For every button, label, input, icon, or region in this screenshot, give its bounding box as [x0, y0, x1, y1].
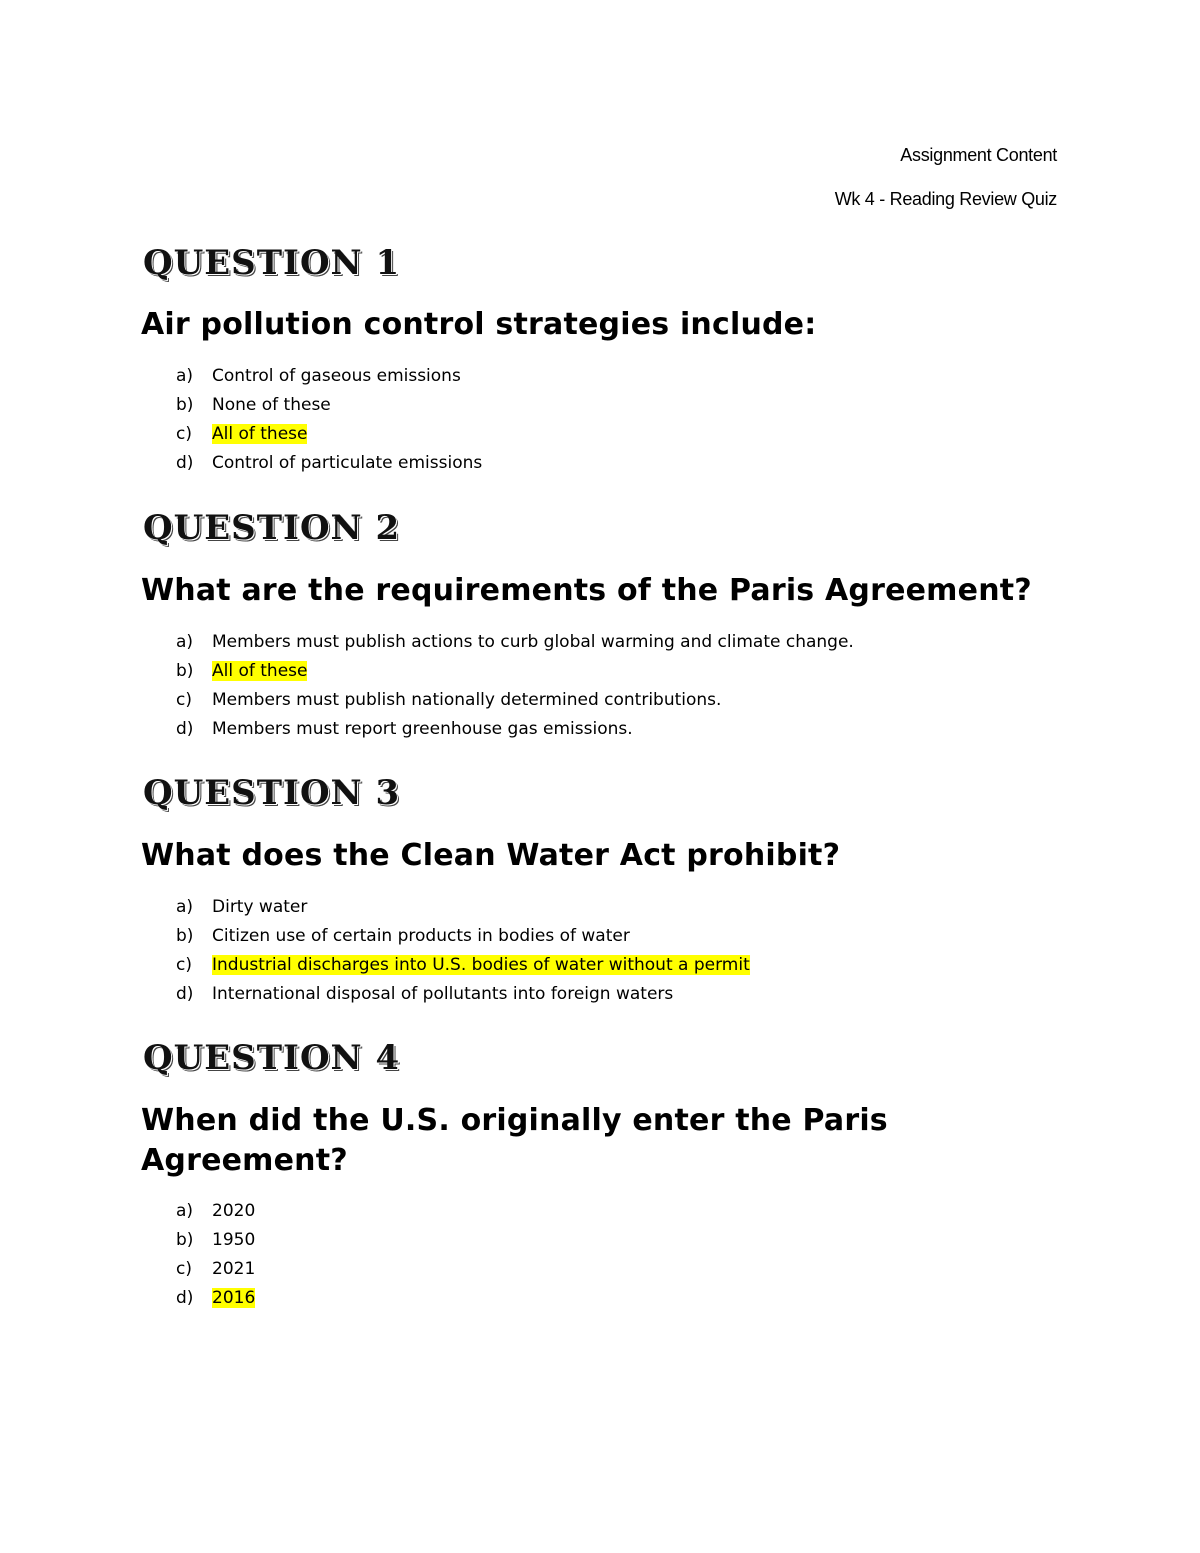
option-letter: a)	[176, 632, 194, 652]
option-text: None of these	[212, 395, 331, 415]
question-1-text: Air pollution control strategies include:	[141, 307, 817, 342]
option-letter: b)	[176, 926, 194, 946]
option-text: Citizen use of certain products in bodies of water	[212, 926, 630, 946]
question-1-options	[176, 362, 482, 478]
question-4-heading: QUESTION 4	[143, 1038, 401, 1078]
option-letter: b)	[176, 661, 194, 681]
option-letter: c)	[176, 955, 192, 975]
option-letter: c)	[176, 1259, 192, 1279]
question-3-text: What does the Clean Water Act prohibit?	[141, 838, 841, 873]
question-1-heading: QUESTION 1	[143, 243, 401, 283]
option-letter: d)	[176, 719, 194, 739]
option-letter: a)	[176, 1201, 194, 1221]
option-text: 2016	[212, 1288, 256, 1308]
option-item	[176, 893, 750, 922]
option-item	[176, 686, 854, 715]
option-text: Dirty water	[212, 897, 308, 917]
option-text: Members must publish nationally determined contributions.	[212, 690, 722, 710]
option-letter: c)	[176, 424, 192, 444]
option-letter: d)	[176, 984, 194, 1004]
option-text: Control of particulate emissions	[212, 453, 483, 473]
option-item	[176, 1197, 255, 1226]
option-item	[176, 657, 854, 686]
option-item	[176, 980, 750, 1009]
option-letter: d)	[176, 453, 194, 473]
option-letter: b)	[176, 1230, 194, 1250]
option-item	[176, 628, 854, 657]
question-2-options	[176, 628, 854, 744]
question-4-text: When did the U.S. originally enter the Paris Agreement?	[141, 1103, 888, 1178]
option-item	[176, 391, 482, 420]
assignment-content-label: Assignment Content	[900, 145, 1057, 165]
option-text: International disposal of pollutants into foreign waters	[212, 984, 674, 1004]
option-text: Control of gaseous emissions	[212, 366, 461, 386]
option-item	[176, 922, 750, 951]
option-item	[176, 420, 482, 449]
option-item	[176, 1255, 255, 1284]
option-text: Members must report greenhouse gas emissions.	[212, 719, 633, 739]
option-letter: c)	[176, 690, 192, 710]
question-2-heading: QUESTION 2	[143, 508, 401, 548]
option-letter: a)	[176, 366, 194, 386]
option-item	[176, 951, 750, 980]
quiz-title: Wk 4 - Reading Review Quiz	[834, 189, 1057, 209]
question-4-options	[176, 1197, 255, 1313]
option-letter: a)	[176, 897, 194, 917]
option-text: Members must publish actions to curb global warming and climate change.	[212, 632, 854, 652]
option-item	[176, 715, 854, 744]
question-3-heading: QUESTION 3	[143, 773, 401, 813]
option-text: 1950	[212, 1230, 256, 1250]
option-letter: d)	[176, 1288, 194, 1308]
option-text: All of these	[212, 661, 308, 681]
option-text: All of these	[212, 424, 308, 444]
option-text: 2021	[212, 1259, 256, 1279]
option-item	[176, 449, 482, 478]
option-text: 2020	[212, 1201, 256, 1221]
option-letter: b)	[176, 395, 194, 415]
option-item	[176, 1284, 255, 1313]
option-text: Industrial discharges into U.S. bodies of water without a permit	[212, 955, 750, 975]
option-item	[176, 362, 482, 391]
question-2-text: What are the requirements of the Paris Agreement?	[141, 573, 1032, 608]
question-3-options	[176, 893, 750, 1009]
option-item	[176, 1226, 255, 1255]
